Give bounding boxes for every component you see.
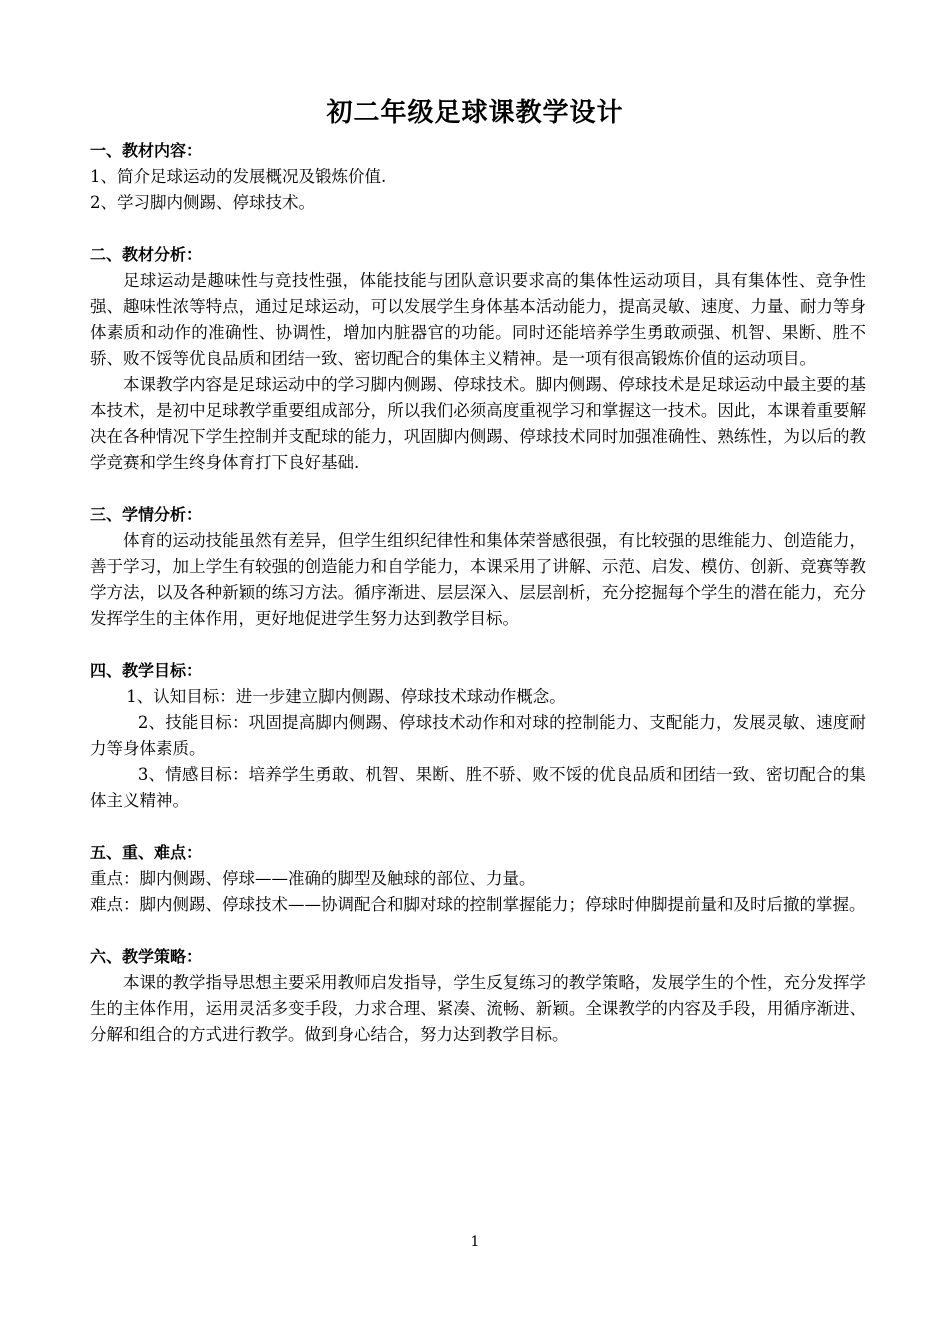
page-title: 初二年级足球课教学设计 <box>326 98 624 128</box>
content-line: 重点：脚内侧踢、停球——准确的脚型及触球的部位、力量。 <box>90 869 536 888</box>
content-line: 1、简介足球运动的发展概况及锻炼价值. <box>90 167 387 186</box>
paragraph: 本课教学内容是足球运动中的学习脚内侧踢、停球技术。脚内侧踢、停球技术是足球运动中最主要的基本技术，是初中足球教学重要组成部分，所以我们必须高度重视学习和掌握这一技术。因此，本课着重要解决在各种情况下学生控制并支配球的能力，巩固脚内侧踢、停球技术同时加强准确性、熟练性，为以后的教学竞赛和学生终身体育打下良好基础. <box>90 375 866 472</box>
section-heading: 二、教材分析： <box>90 245 203 264</box>
section-heading: 四、教学目标： <box>90 661 203 680</box>
page-number: 1 <box>470 1234 480 1250</box>
section-analysis <box>90 242 866 476</box>
objective-item: 1、认知目标：进一步建立脚内侧踢、停球技术球动作概念。 <box>126 687 566 706</box>
objective-item: 3、情感目标：培养学生勇敢、机智、果断、胜不骄、败不馁的优良品质和团结一致、密切配合的集体主义精神。 <box>90 765 866 810</box>
section-strategy <box>90 944 866 1048</box>
section-key-points <box>90 840 866 918</box>
paragraph: 足球运动是趣味性与竞技性强，体能技能与团队意识要求高的集体性运动项目，具有集体性、竞争性强、趣味性浓等特点，通过足球运动，可以发展学生身体基本活动能力，提高灵敏、速度、力量、耐力等身体素质和动作的准确性、协调性，增加内脏器官的功能。同时还能培养学生勇敢顽强、机智、果断、胜不骄、败不馁等优良品质和团结一致、密切配合的集体主义精神。是一项有很高锻炼价值的运动项目。 <box>90 271 866 368</box>
paragraph: 体育的运动技能虽然有差异，但学生组织纪律性和集体荣誉感很强，有比较强的思维能力、创造能力，善于学习，加上学生有较强的创造能力和自学能力，本课采用了讲解、示范、启发、模仿、创新、竞赛等教学方法，以及各种新颖的练习方法。循序渐进、层层深入、层层剖析，充分挖掘每个学生的潜在能力，充分发挥学生的主体作用，更好地促进学生努力达到教学目标。 <box>90 531 866 628</box>
section-heading: 五、重、难点： <box>90 843 203 862</box>
content-line: 2、学习脚内侧踢、停球技术。 <box>90 193 315 212</box>
section-heading: 六、教学策略： <box>90 947 203 966</box>
section-heading: 一、教材内容： <box>90 141 203 160</box>
section-materials <box>90 138 866 216</box>
paragraph: 本课的教学指导思想主要采用教师启发指导，学生反复练习的教学策略，发展学生的个性，充分发挥学生的主体作用，运用灵活多变手段，力求合理、紧凑、流畅、新颖。全课教学的内容及手段，用循序渐进、分解和组合的方式进行教学。做到身心结合，努力达到教学目标。 <box>90 973 866 1044</box>
section-heading: 三、学情分析： <box>90 505 203 524</box>
objective-item: 2、技能目标：巩固提高脚内侧踢、停球技术动作和对球的控制能力、支配能力，发展灵敏、速度耐力等身体素质。 <box>90 713 866 758</box>
content-line: 难点：脚内侧踢、停球技术——协调配合和脚对球的控制掌握能力；停球时伸脚提前量和及时后撤的掌握。 <box>90 895 866 914</box>
section-objectives <box>90 658 866 814</box>
document-body <box>90 138 866 1048</box>
section-learner-analysis <box>90 502 866 632</box>
